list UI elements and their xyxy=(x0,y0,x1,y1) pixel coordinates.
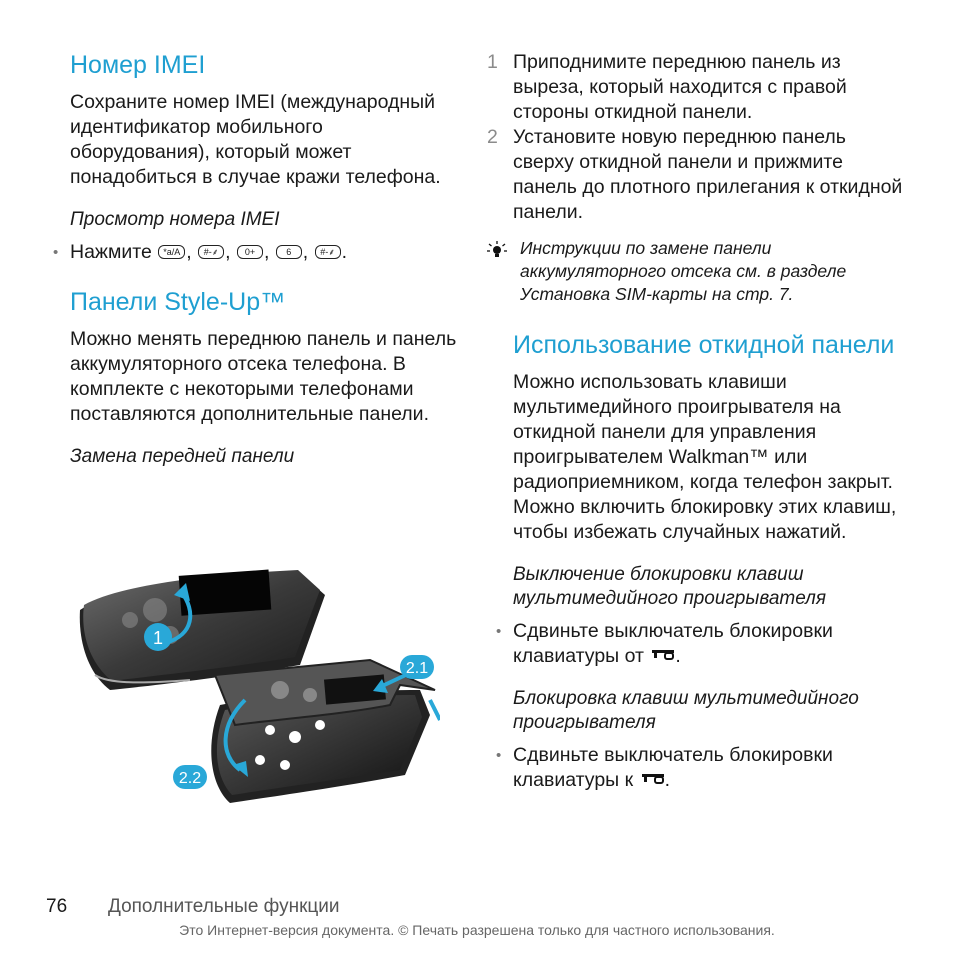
key-lock-icon xyxy=(651,648,675,660)
steps-list xyxy=(487,50,907,225)
footer-copyright-note: Это Интернет-версия документа. © Печать разрешена только для частного использования. xyxy=(179,922,775,938)
phone-panel-illustration xyxy=(70,565,440,805)
step-item xyxy=(487,50,907,125)
step-number: 1 xyxy=(487,51,498,73)
imei-subheading: Просмотр номера IMEI xyxy=(70,209,280,230)
step-item xyxy=(487,125,907,225)
unlock-bullet: • Сдвиньте выключатель блокировки клавиатуры от . xyxy=(496,620,833,667)
key-hash: #-⸙ xyxy=(315,245,341,259)
lightbulb-icon xyxy=(487,241,507,261)
lock-subheading: Блокировка клавиш мультимедийного проигрывателя xyxy=(513,688,859,733)
imei-heading: Номер IMEI xyxy=(70,51,206,79)
bullet-dot: • xyxy=(496,623,502,640)
key-hash: #-⸙ xyxy=(198,245,224,259)
key-star: *a/A xyxy=(158,245,185,259)
bullet-dot: • xyxy=(496,747,502,764)
imei-bullet-prefix: Нажмите xyxy=(70,241,152,263)
right-column xyxy=(487,50,907,793)
key-zero: 0+ xyxy=(237,245,263,259)
unlock-subheading: Выключение блокировки клавиш мультимедийного проигрывателя xyxy=(513,564,827,609)
callout-1 xyxy=(144,623,172,651)
step-text: Установите новую переднюю панель сверху откидной панели и прижмите панель до плотного прилегания к откидной панели. xyxy=(513,126,903,223)
tip-text: Инструкции по замене панели аккумуляторного отсека см. в разделе Установка SIM-карты на стр. 7. xyxy=(520,238,847,304)
lock-bullet: • Сдвиньте выключатель блокировки клавиатуры к . xyxy=(496,744,833,791)
imei-body: Сохраните номер IMEI (международный идентификатор мобильного оборудования), который может понадобиться в случае кражи телефона. xyxy=(70,91,441,188)
svg-text:2.2: 2.2 xyxy=(178,770,202,787)
styleup-subheading: Замена передней панели xyxy=(70,446,295,467)
flip-body: Можно использовать клавиши мультимедийного проигрывателя на откидной панели для управления проигрывателем Walkman™ или радиоприемником, когда телефон закрыт. Можно включить блокировку этих клавиш, чтобы избежать случайных нажатий. xyxy=(513,371,897,543)
step-number: 2 xyxy=(487,126,498,148)
lock-bullet-text: Сдвиньте выключатель блокировки клавиатуры к xyxy=(513,744,833,791)
imei-bullet: • Нажмите *a/A , #-⸙ , 0+ , 6 , #-⸙ . xyxy=(53,241,348,263)
styleup-body: Можно менять переднюю панель и панель аккумуляторного отсека телефона. В комплекте с некоторыми телефонами поставляются дополнительные панели. xyxy=(70,328,457,425)
tip-note xyxy=(487,237,907,306)
key-six: 6 xyxy=(276,245,302,259)
footer-section-title: Дополнительные функции xyxy=(108,896,340,917)
left-column xyxy=(53,50,465,469)
unlock-bullet-text: Сдвиньте выключатель блокировки клавиатуры от xyxy=(513,620,833,667)
callout-2-1 xyxy=(400,655,434,679)
key-lock-icon xyxy=(641,772,665,784)
styleup-heading: Панели Style-Up™ xyxy=(70,288,286,316)
page-number: 76 xyxy=(46,896,68,917)
svg-text:2.1: 2.1 xyxy=(405,660,429,677)
step-text: Приподнимите переднюю панель из выреза, который находится с правой стороны откидной панели. xyxy=(513,51,847,123)
svg-text:1: 1 xyxy=(152,628,164,648)
bullet-dot: • xyxy=(53,244,59,261)
callout-2-2 xyxy=(173,765,207,789)
flip-heading: Использование откидной панели xyxy=(513,331,895,359)
